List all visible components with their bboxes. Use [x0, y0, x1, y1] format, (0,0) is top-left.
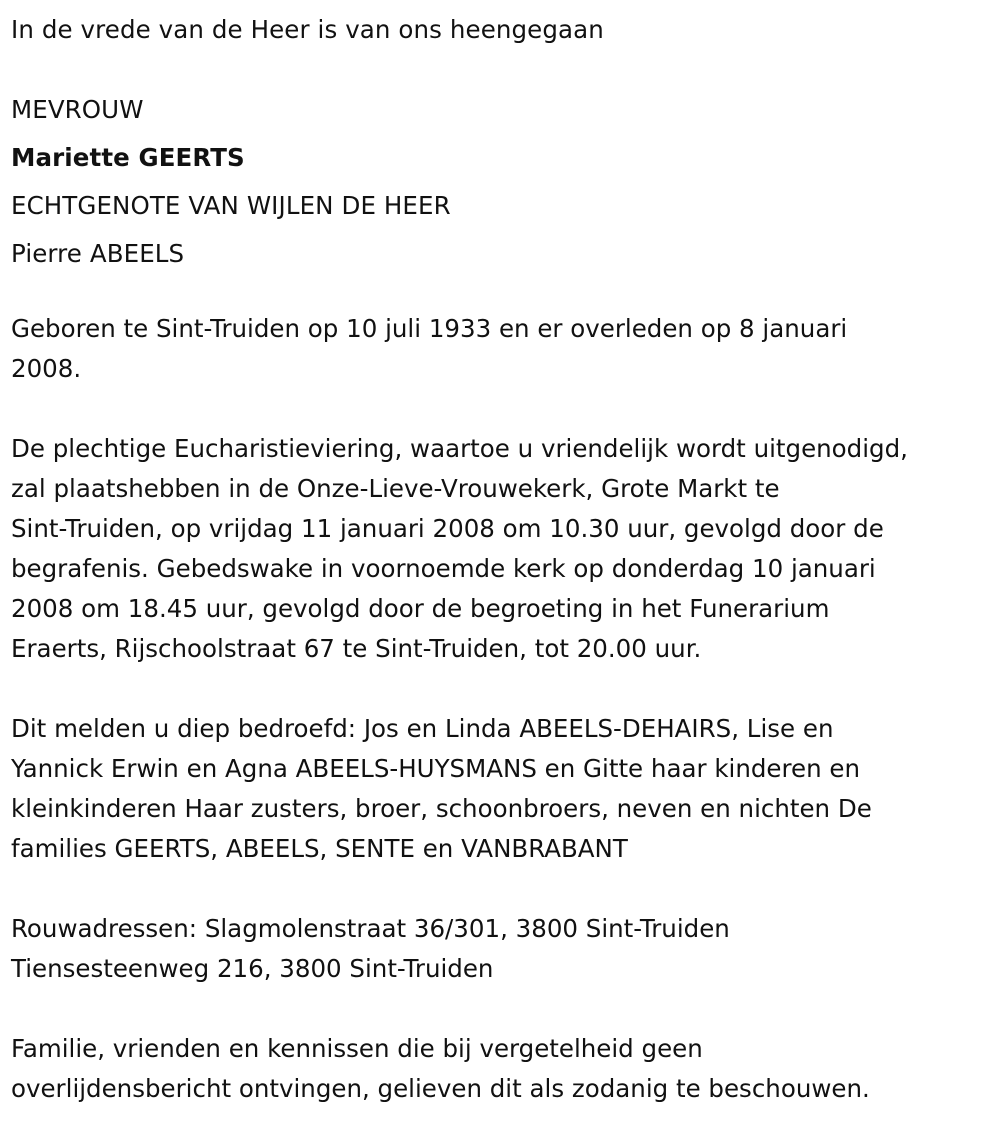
family-paragraph — [11, 709, 1000, 869]
spacer — [11, 54, 1000, 86]
ceremony-line: Sint-Truiden, op vrijdag 11 januari 2008 om 10.30 uur, gevolgd door de — [11, 514, 884, 543]
honorific-title: MEVROUW — [11, 95, 144, 124]
birth-line: 2008. — [11, 354, 82, 383]
family-line: Yannick Erwin en Agna ABEELS-HUYSMANS en Gitte haar kinderen en — [11, 754, 861, 783]
spouse-name: Pierre ABEELS — [11, 239, 185, 268]
birth-line: Geboren te Sint-Truiden op 10 juli 1933 en er overleden op 8 januari — [11, 314, 848, 343]
ceremony-paragraph — [11, 429, 1000, 669]
family-line: Dit melden u diep bedroefd: Jos en Linda ABEELS-DEHAIRS, Lise en — [11, 714, 834, 743]
spacer — [11, 278, 1000, 309]
ceremony-line: begrafenis. Gebedswake in voornoemde kerk op donderdag 10 januari — [11, 554, 876, 583]
address-line: Tiensesteenweg 216, 3800 Sint-Truiden — [11, 954, 494, 983]
relation-line: ECHTGENOTE VAN WIJLEN DE HEER — [11, 191, 451, 220]
closing-line: overlijdensbericht ontvingen, gelieven dit als zodanig te beschouwen. — [11, 1074, 870, 1103]
deceased-name: Mariette GEERTS — [11, 143, 245, 172]
address-line: Rouwadressen: Slagmolenstraat 36/301, 3800 Sint-Truiden — [11, 914, 730, 943]
ceremony-line: 2008 om 18.45 uur, gevolgd door de begroeting in het Funerarium — [11, 594, 830, 623]
closing-line: Familie, vrienden en kennissen die bij vergetelheid geen — [11, 1034, 703, 1063]
ceremony-line: zal plaatshebben in de Onze-Lieve-Vrouwekerk, Grote Markt te — [11, 474, 780, 503]
spacer — [11, 389, 1000, 429]
spacer — [11, 989, 1000, 1029]
address-paragraph — [11, 909, 1000, 989]
ceremony-line: Eraerts, Rijschoolstraat 67 te Sint-Truiden, tot 20.00 uur. — [11, 634, 702, 663]
closing-paragraph — [11, 1029, 1000, 1109]
ceremony-line: De plechtige Eucharistieviering, waartoe u vriendelijk wordt uitgenodigd, — [11, 434, 908, 463]
spacer — [11, 669, 1000, 709]
spacer — [11, 869, 1000, 909]
family-line: kleinkinderen Haar zusters, broer, schoonbroers, neven en nichten De — [11, 794, 872, 823]
intro-line: In de vrede van de Heer is van ons heengegaan — [11, 15, 604, 44]
family-line: families GEERTS, ABEELS, SENTE en VANBRABANT — [11, 834, 628, 863]
birth-paragraph — [11, 309, 1000, 389]
